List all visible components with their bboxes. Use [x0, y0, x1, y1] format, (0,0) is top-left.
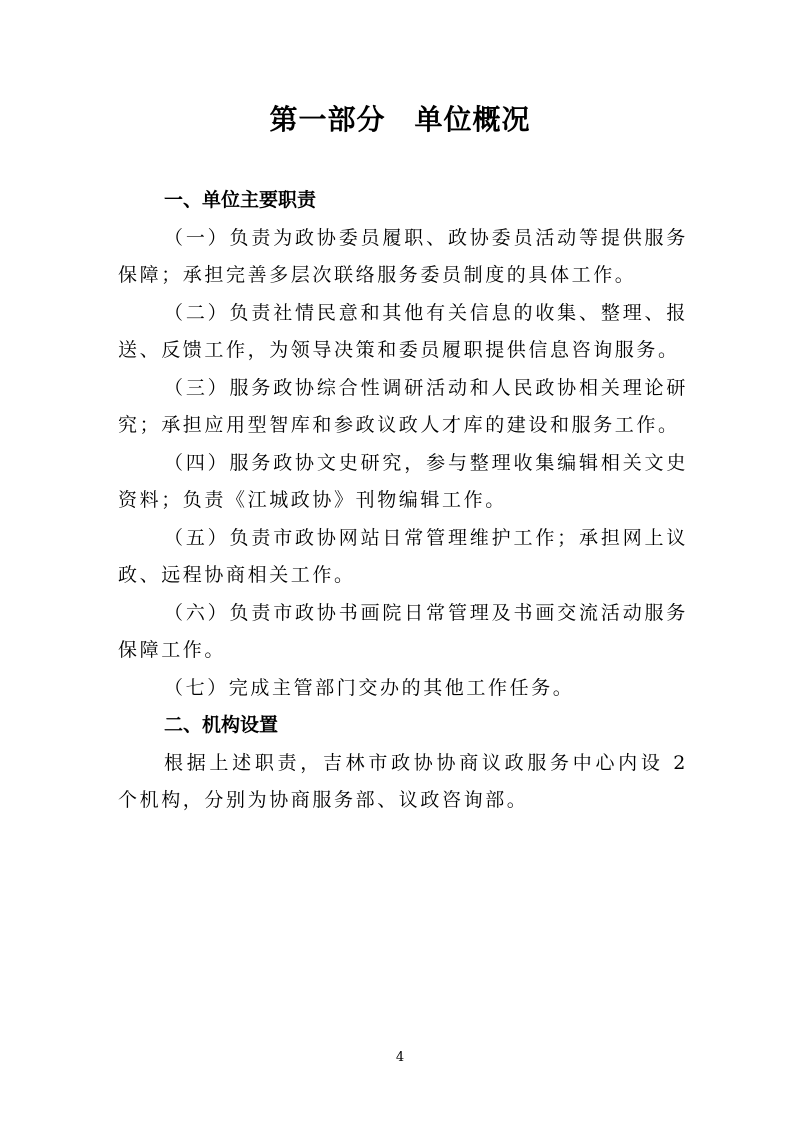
document-body [118, 182, 688, 820]
paragraph: （二）负责社情民意和其他有关信息的收集、整理、报送、反馈工作，为领导决策和委员履职提供信息咨询服务。 [118, 301, 688, 361]
page-title: 第一部分 单位概况 [269, 103, 531, 136]
paragraph: （五）负责市政协网站日常管理维护工作；承担网上议政、远程协商相关工作。 [118, 526, 688, 586]
paragraph: （一）负责为政协委员履职、政协委员活动等提供服务保障；承担完善多层次联络服务委员制度的具体工作。 [118, 226, 688, 286]
section-organization [118, 707, 688, 820]
paragraph: 根据上述职责，吉林市政协协商议政服务中心内设 2 个机构，分别为协商服务部、议政咨询部。 [118, 751, 688, 811]
section-heading: 一、单位主要职责 [164, 189, 317, 211]
section-heading: 二、机构设置 [164, 714, 279, 736]
paragraph: （七）完成主管部门交办的其他工作任务。 [164, 676, 575, 699]
page-number: 4 [395, 1050, 405, 1065]
paragraph: （三）服务政协综合性调研活动和人民政协相关理论研究；承担应用型智库和参政议政人才库的建设和服务工作。 [118, 376, 688, 436]
section-responsibilities [118, 182, 688, 707]
paragraph: （六）负责市政协书画院日常管理及书画交流活动服务保障工作。 [118, 601, 688, 661]
paragraph: （四）服务政协文史研究，参与整理收集编辑相关文史资料；负责《江城政协》刊物编辑工作。 [118, 451, 688, 511]
